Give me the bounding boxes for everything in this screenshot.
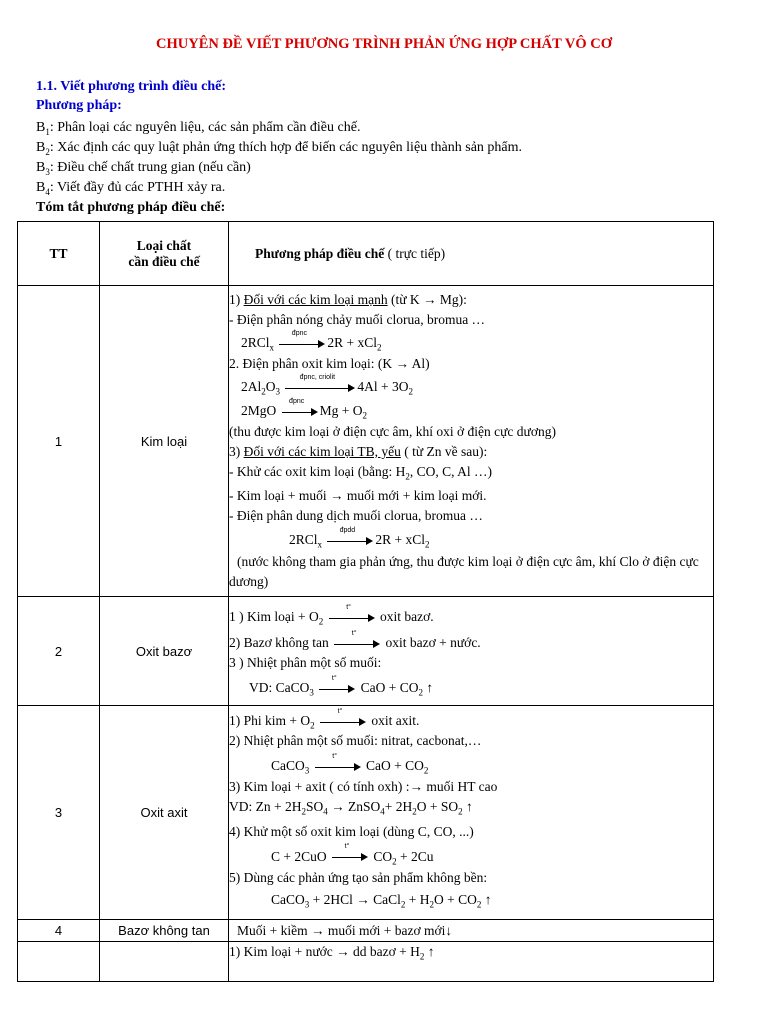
section-heading: 1.1. Viết phương trình điều chế: — [36, 79, 227, 94]
table-row — [18, 942, 714, 982]
row-4-type: Bazơ không tan — [100, 920, 229, 942]
reaction-arrow: t° — [332, 851, 368, 863]
reaction-arrow: t° — [315, 761, 361, 773]
table-header-row — [18, 222, 714, 286]
header-method: Phương pháp điều chế ( trực tiếp) — [229, 222, 714, 286]
header-type: Loại chất cần điều chế — [100, 222, 229, 286]
header-tt: TT — [18, 222, 100, 286]
row-5-tt — [18, 942, 100, 982]
row-5-methods: 1) Kim loại + nước → dd bazơ + $H_2$ ↑ — [229, 942, 714, 982]
step-1: $B_1$: Phân loại các nguyên liệu, các sản phẩm cần điều chế. — [36, 120, 361, 137]
table-row — [18, 920, 714, 942]
row-3-tt: 3 — [18, 706, 100, 920]
reaction-arrow: đpnc, criolit — [285, 382, 355, 394]
step-2: $B_2$: Xác định các quy luật phản ứng thích hợp để biến các nguyên liệu thành sản phẩm. — [36, 140, 523, 157]
row-1-methods: 1) Đối với các kim loại mạnh (từ K → Mg): - Điện phân nóng chảy muối clorua, bromua … 2RCl$_x$ đpnc 2R + xCl$_2$ 2. Điện phân oxit kim loại: (K → Al) $2Al_2O_3$ đpnc, criolit $4Al + 3O_2$ 2MgO đpnc $Mg + O_2$ (thu được kim loại ở điện cực âm, khí oxi ở điện cực dương) 3) Đối với các kim loại TB, yếu ( từ Zn về sau): - Khử các oxit kim loại (bằng: $H_2$, CO, C, Al …) - Kim loại + muối → muối mới + kim loại mới. - Điện phân dung dịch muối clorua, bromua … 2RCl$_x$ đpdd 2R + xCl$_2$ (nước không tham gia phản ứng, thu được kim loại ở điện cực âm, khí Clo ở điện cực dương) — [229, 286, 714, 597]
row-1-type: Kim loại — [100, 286, 229, 597]
equation: $2Al_2O_3$ đpnc, criolit $4Al + 3O_2$ — [241, 373, 413, 397]
row-2-methods: 1 ) Kim loại + $O_2$ t° oxit bazơ. 2) Bazơ không tan t° oxit bazơ + nước. 3 ) Nhiệt phân một số muối: VD: CaCO$_3$ t° CaO + $CO_2$ ↑ — [229, 597, 714, 706]
row-2-type: Oxit bazơ — [100, 597, 229, 706]
reaction-arrow: t° — [334, 638, 380, 650]
equation: 2RCl$_x$ đpdd 2R + xCl$_2$ — [289, 527, 430, 551]
step-3: $B_3$: Điều chế chất trung gian (nếu cần) — [36, 160, 251, 177]
row-3-methods: 1) Phi kim + $O_2$ t° oxit axit. 2) Nhiệt phân một số muối: nitrat, cacbonat,… CaCO$_3$ t° CaO + $CO_2$ 3) Kim loại + axit ( có tính oxh) :→ muối HT cao VD: $Zn + 2H_2SO_4$ → ZnSO$_4$+ $2H_2O + SO_2$ ↑ 4) Khử một số oxit kim loại (dùng C, CO, ...) C + 2CuO t° $CO_2 + 2Cu$ 5) Dùng các phản ứng tạo sản phẩm không bền: CaCO$_3$ + 2HCl → CaCl$_2$ + $H_2O + CO_2$ ↑ — [229, 706, 714, 920]
table-row — [18, 597, 714, 706]
row-2-tt: 2 — [18, 597, 100, 706]
document-title: CHUYÊN ĐỀ VIẾT PHƯƠNG TRÌNH PHẢN ỨNG HỢP CHẤT VÔ CƠ — [156, 36, 612, 52]
reaction-arrow: t° — [329, 612, 375, 624]
row-5-type — [100, 942, 229, 982]
row-3-type: Oxit axit — [100, 706, 229, 920]
summary-heading: Tóm tắt phương pháp điều chế: — [36, 200, 226, 215]
reaction-arrow: t° — [320, 716, 366, 728]
equation: 2RCl$_x$ đpnc 2R + xCl$_2$ — [241, 329, 382, 353]
row-4-tt: 4 — [18, 920, 100, 942]
table-row — [18, 706, 714, 920]
row-1-tt: 1 — [18, 286, 100, 597]
method-heading: Phương pháp: — [36, 98, 122, 113]
equation: 2MgO đpnc $Mg + O_2$ — [241, 397, 368, 421]
methods-table — [17, 221, 714, 982]
reaction-arrow: đpdd — [327, 535, 373, 547]
table-row — [18, 286, 714, 597]
step-4: $B_4$: Viết đầy đủ các PTHH xảy ra. — [36, 180, 226, 197]
reaction-arrow: đpnc — [279, 338, 325, 350]
reaction-arrow: t° — [319, 683, 355, 695]
row-4-methods: Muối + kiềm → muối mới + bazơ mới↓ — [229, 920, 714, 942]
reaction-arrow: đpnc — [282, 406, 318, 418]
